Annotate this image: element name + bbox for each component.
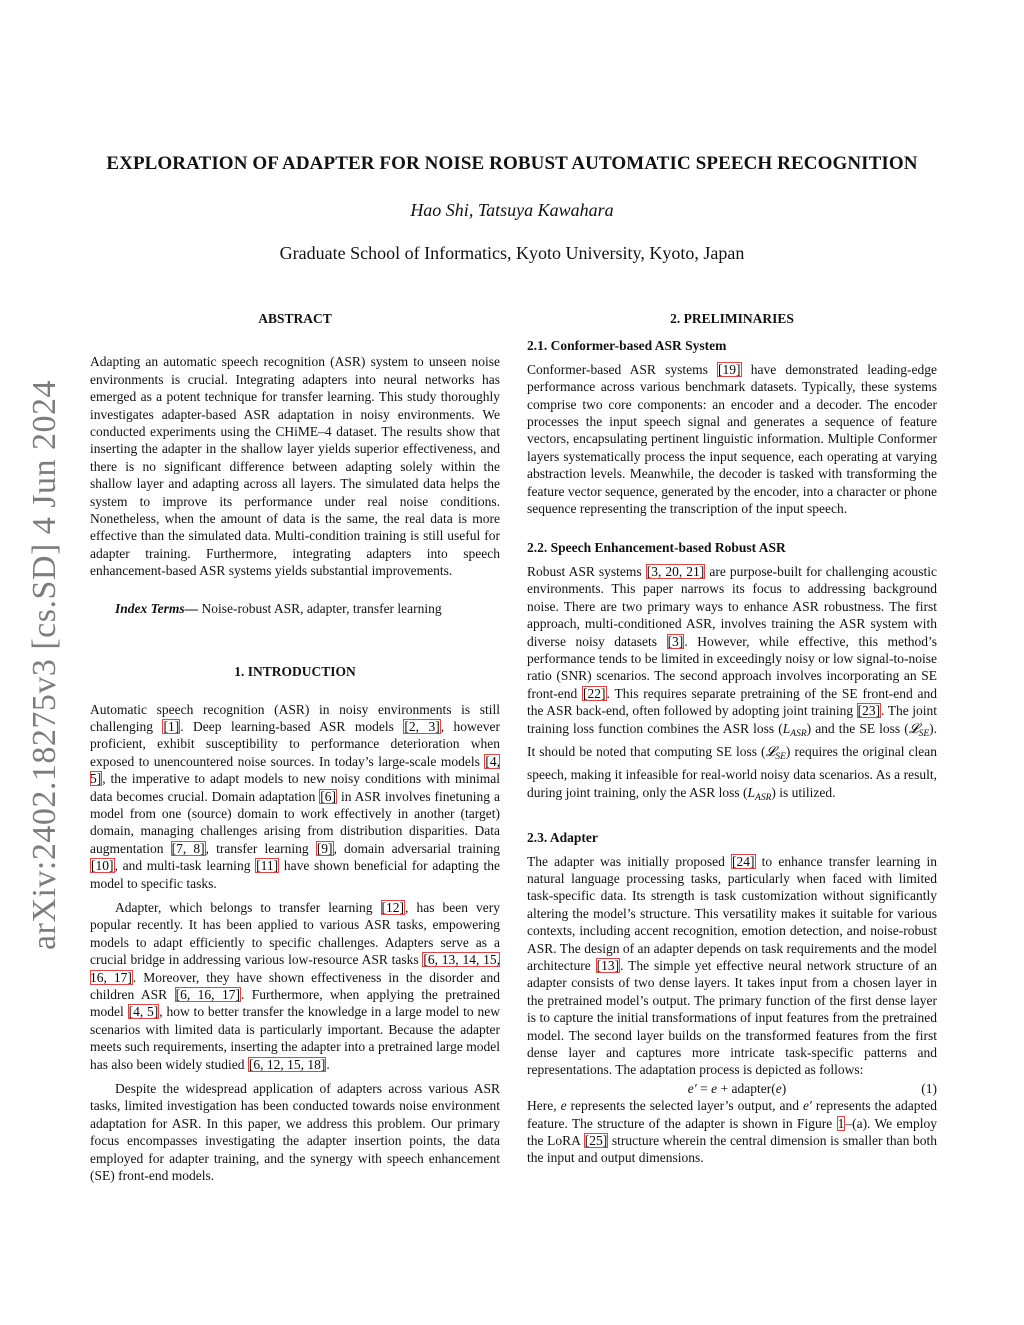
equation-adapter-fn: + adapter( bbox=[717, 1080, 776, 1096]
section-2-2-heading: 2.2. Speech Enhancement-based Robust ASR bbox=[527, 540, 786, 556]
section-2-2-text bbox=[527, 563, 937, 807]
text-span: Here, bbox=[527, 1098, 561, 1114]
text-span: . The joint training loss function combines the ASR loss ( bbox=[527, 703, 937, 736]
text-span: Adapter, which belongs to transfer learning bbox=[115, 899, 381, 915]
right-column bbox=[527, 310, 937, 1167]
text-span: , and multi-task learning bbox=[114, 858, 256, 874]
text-span: ). It should be noted that computing SE loss ( bbox=[527, 720, 937, 759]
citation-link[interactable]: [1] bbox=[163, 718, 180, 734]
section-2-1-heading: 2.1. Conformer-based ASR System bbox=[527, 338, 727, 354]
citation-link[interactable]: [24] bbox=[732, 853, 755, 869]
citation-link[interactable]: [13] bbox=[596, 958, 620, 973]
index-terms-text: Noise-robust ASR, adapter, transfer learning bbox=[198, 600, 442, 616]
index-terms bbox=[90, 600, 500, 617]
section-2-3-continued bbox=[527, 1097, 937, 1167]
citation-link[interactable]: [6, 13, 14, 15, 16, 17] bbox=[90, 952, 500, 985]
math-symbol: e bbox=[560, 1098, 567, 1114]
text-span: . Furthermore, when applying the pretrained model bbox=[90, 987, 500, 1020]
section-2-3-text bbox=[527, 853, 937, 1079]
section-2-1-text bbox=[527, 361, 937, 518]
text-span: Conformer-based ASR systems bbox=[527, 361, 718, 377]
preliminaries-heading: 2. PRELIMINARIES bbox=[670, 311, 794, 326]
text-span: , has been very popular recently. It has been applied to various ASR tasks, empowering models to adapt efficiently to specific challenges. Adapters serve as a crucial bridge in addressing various low-resource ASR tasks bbox=[90, 899, 501, 968]
text-span: . Deep learning-based ASR models bbox=[180, 718, 404, 734]
paper-title: EXPLORATION OF ADAPTER FOR NOISE ROBUST AUTOMATIC SPEECH RECOGNITION bbox=[106, 153, 918, 174]
text-span: The adapter was initially proposed bbox=[527, 853, 731, 869]
text-span: . This requires separate pretraining of the SE front-end and the ASR back-end, often followed by adopting joint training bbox=[527, 685, 937, 719]
citation-link[interactable]: [6, 16, 17] bbox=[175, 987, 240, 1002]
text-span: Automatic speech recognition (ASR) in noisy environments is still challenging bbox=[90, 701, 500, 734]
paper-authors: Hao Shi, Tatsuya Kawahara bbox=[410, 200, 614, 220]
text-span: in ASR involves finetuning a model from one (source) domain to work effectively in another (target) domain, managing challenges arising from distribution disparities. Data augmentation bbox=[90, 788, 500, 856]
text-span: , how to better transfer the knowledge in a large model to new scenarios with limited data is particularly important. Because the adapter meets such requirements, inserting the adapter into a pretrained large model has also been widely studied bbox=[90, 1004, 500, 1072]
citation-link[interactable]: [12] bbox=[381, 899, 405, 915]
abstract-heading: ABSTRACT bbox=[258, 311, 332, 326]
citation-link[interactable]: [19] bbox=[718, 361, 741, 377]
citation-link[interactable]: [4, 5] bbox=[90, 753, 500, 787]
introduction-heading: 1. INTRODUCTION bbox=[234, 664, 356, 680]
text-span: have shown beneficial for adapting the model to specific tasks. bbox=[90, 858, 501, 891]
text-span: represents the adapted feature. The structure of the adapter is shown in Figure bbox=[527, 1098, 937, 1131]
equation-close: ) bbox=[781, 1080, 787, 1096]
text-span: . bbox=[326, 1056, 330, 1072]
text-span: structure wherein the central dimension is smaller than both the input and output dimensions. bbox=[527, 1133, 938, 1166]
intro-paragraph-2 bbox=[90, 899, 500, 1073]
paper-affiliation: Graduate School of Informatics, Kyoto University, Kyoto, Japan bbox=[279, 243, 745, 263]
math-symbol: 𝓛 bbox=[765, 743, 776, 759]
math-subscript: SE bbox=[775, 751, 786, 762]
text-span: are purpose-built for challenging acoustic environments. This paper narrows its focus to addressing background noise. There are two primary ways to enhance ASR robustness. The first approach, multi-conditioned ASR, involves training the ASR system with diverse noisy datasets bbox=[527, 563, 938, 649]
arxiv-stamp-text: arXiv:2402.18275v3 [cs.SD] 4 Jun 2024 bbox=[26, 379, 63, 951]
equation-lhs: e′ bbox=[687, 1080, 697, 1096]
citation-link[interactable]: [22] bbox=[583, 685, 606, 701]
math-subscript: ASR bbox=[790, 728, 807, 739]
text-span: , transfer learning bbox=[205, 840, 316, 856]
equation-operator: = bbox=[696, 1080, 712, 1096]
equation-term: e bbox=[711, 1080, 718, 1096]
text-span: . Moreover, they have shown effectiveness in the disorder and children ASR bbox=[90, 969, 501, 1002]
equation-body bbox=[527, 1080, 907, 1097]
math-symbol: L bbox=[747, 784, 756, 800]
math-subscript: SE bbox=[918, 728, 930, 739]
arxiv-identifier-stamp bbox=[10, 370, 80, 960]
citation-link[interactable]: [23] bbox=[857, 703, 881, 719]
text-span: have demonstrated leading-edge performance across various benchmark datasets. Typically, these systems comprise two core components: an encoder and a decoder. The encoder processes the input speech signal and generates a sequence of feature vectors, encapsulating pertinent linguistic information. Multiple Conformer layers systematically process the input sequence, each operating at varying abstraction levels. Meanwhile, the decoder is tasked with transforming the feature vector sequence, generated by the encoder, into a character or phone sequence representing the transcription of the input speech. bbox=[527, 361, 937, 517]
citation-link[interactable]: [25] bbox=[584, 1133, 608, 1149]
intro-paragraph-3: Despite the widespread application of adapters across various ASR tasks, limited investigation has been conducted towards noise environment adaptation for ASR. In this paper, we address this problem. Our primary focus encompasses investigating the adapter insertion points, the data employed for adapter training, and the synergy with speech enhancement (SE) front-end models. bbox=[90, 1081, 500, 1184]
equation-number: (1) bbox=[921, 1080, 937, 1096]
left-column bbox=[90, 310, 500, 1184]
text-span: , domain adversarial training bbox=[333, 840, 500, 856]
text-span: . The simple yet effective neural network structure of an adapter consists of two dense layers. It takes input from a chosen layer in the pretrained model’s output. The primary function of the first dense layer is to capture the initial transformations of input features from the pretrained model. The second layer builds on the transformed features from the first dense layer and captures more intricate task-specific patterns and representations. The adaptation process is depicted as follows: bbox=[527, 958, 937, 1078]
citation-link[interactable]: [3, 20, 21] bbox=[646, 563, 705, 579]
text-span: ) and the SE loss ( bbox=[806, 720, 909, 736]
intro-paragraph-1 bbox=[90, 701, 500, 892]
citation-link[interactable]: [4, 5] bbox=[128, 1004, 159, 1020]
text-span: ) is utilized. bbox=[771, 784, 836, 800]
citation-link[interactable]: [3] bbox=[667, 633, 684, 649]
citation-link[interactable]: [9] bbox=[316, 840, 333, 856]
citation-link[interactable]: [6] bbox=[320, 788, 337, 804]
text-span: ) requires the original clean speech, making it infeasible for real-world noisy data scenarios. As a result, during joint training, only the ASR loss ( bbox=[527, 743, 938, 800]
citation-link[interactable]: [11] bbox=[256, 858, 279, 874]
text-span: , however proficient, exhibit susceptibility to performance deterioration when exposed to unencountered noise sources. In today’s large-scale models bbox=[90, 718, 501, 769]
citation-link[interactable]: [10] bbox=[91, 858, 114, 874]
abstract-text: Adapting an automatic speech recognition (ASR) system to unseen noise environments is crucial. Integrating adapters into neural networks has emerged as a potent technique for transfer learning. This study thoroughly investigates adapter-based ASR adaptation in noisy environments. We conducted experiments using the CHiME–4 dataset. The results show that inserting the adapter in the shallow layer yields superior effectiveness, and there is no significant difference between adapting solely within the shallow layer and adapting across all layers. The simulated data helps the system to improve its performance under real noise conditions. Nonetheless, when the amount of data is the same, the real data is more effective than the simulated data. Multi-condition training is still useful for adapter training. Furthermore, integrating adapters into speech enhancement-based ASR systems yields substantial improvements. bbox=[90, 354, 500, 579]
math-symbol: L bbox=[782, 720, 791, 736]
text-span: represents the selected layer’s output, and bbox=[566, 1098, 803, 1114]
section-2-3-heading: 2.3. Adapter bbox=[527, 830, 598, 846]
text-span: . However, while effective, this method’s performance tends to be limited in exceedingly noisy or low signal-to-noise ratio (SNR) scenarios. The second approach involves incorporating an SE front-end bbox=[527, 633, 937, 701]
citation-link[interactable]: [6, 12, 15, 18] bbox=[248, 1056, 326, 1072]
math-symbol: e′ bbox=[802, 1098, 812, 1114]
citation-link[interactable]: [2, 3] bbox=[404, 718, 440, 734]
math-subscript: ASR bbox=[755, 792, 772, 803]
text-span: Robust ASR systems bbox=[527, 563, 646, 579]
text-span: , the imperative to adapt models to new noisy conditions with minimal data becomes crucial. Domain adaptation bbox=[90, 771, 500, 804]
equation-1 bbox=[527, 1080, 937, 1097]
text-span: to enhance transfer learning in natural language processing tasks, particularly when faced with limited task-specific data. Its strength is task customization without significantly altering the model’s structure. This versatility makes it suitable for various contexts, including accent recognition, emotion detection, and noise-robust ASR. The design of an adapter depends on task requirements and the model architecture bbox=[527, 853, 937, 973]
equation-arg: e bbox=[775, 1080, 782, 1096]
text-span: –(a). We employ the LoRA bbox=[527, 1115, 937, 1149]
citation-link[interactable]: [7, 8] bbox=[171, 840, 205, 856]
math-symbol: 𝓛 bbox=[908, 720, 919, 736]
index-terms-label: Index Terms— bbox=[115, 600, 199, 616]
figure-link[interactable]: 1 bbox=[837, 1115, 845, 1131]
